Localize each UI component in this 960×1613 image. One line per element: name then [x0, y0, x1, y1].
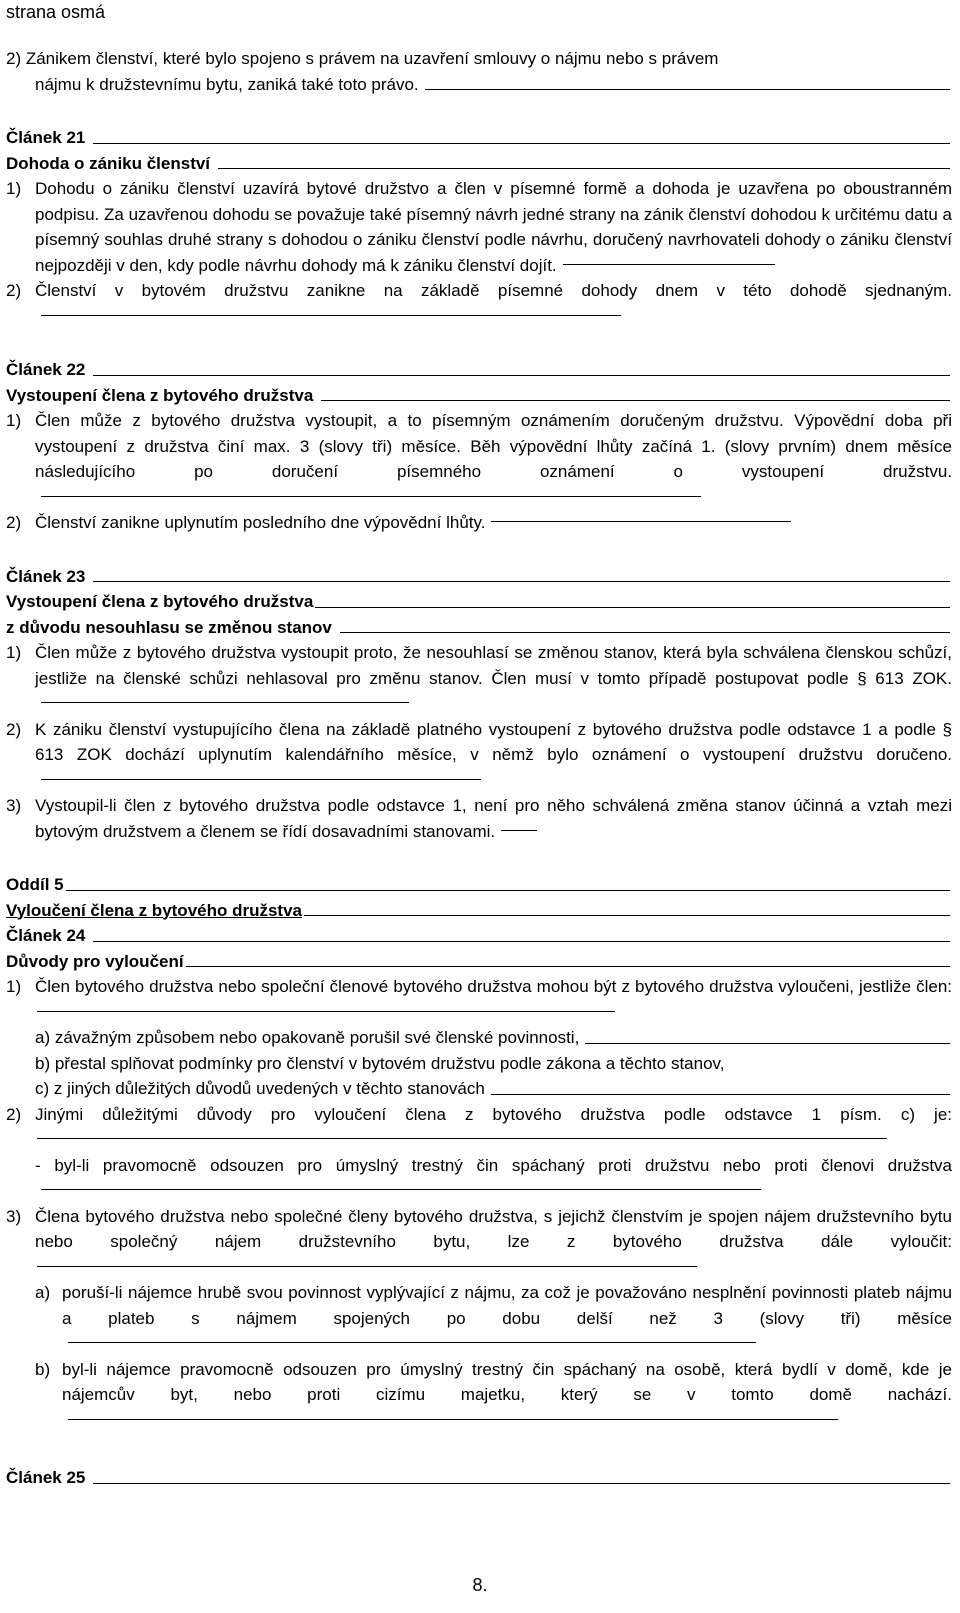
leader-rule	[41, 1189, 761, 1190]
paragraph-text: Členství v bytovém družstvu zanikne na základě písemné dohody dnem v této dohodě sjednaným.	[35, 281, 952, 300]
leader-rule	[315, 607, 950, 608]
leader-rule	[501, 830, 537, 831]
paragraph-number: 3)	[6, 796, 22, 815]
leader-rule	[340, 632, 950, 633]
paragraph-number: 2)	[6, 281, 22, 300]
intro-line-2: nájmu k družstevnímu bytu, zaniká také toto právo.	[35, 74, 419, 94]
paragraph-number: 2)	[6, 1104, 22, 1124]
article-23-title: Článek 23	[6, 566, 86, 586]
leader-rule	[93, 143, 950, 144]
paragraph-text: Člena bytového družstva nebo společné členy bytového družstva, s jejichž členstvím je spojen nájem družstevního bytu nebo společný nájem družstevního bytu, lze z bytového družstva dále vyloučit:	[35, 1206, 952, 1251]
paragraph-number: 1)	[6, 411, 22, 430]
article-23-title-row	[6, 564, 952, 590]
leader-rule	[186, 966, 950, 967]
article-21-subtitle: Dohoda o zániku členství	[6, 153, 211, 173]
list-item-letter: a)	[35, 1283, 51, 1302]
paragraph-text: Člen může z bytového družstva vystoupit, a to písemným oznámením doručeným družstvu. Výpovědní doba při vystoupení z družstva činí max. 3 (slovy tři) měsíce. Běh výpovědní lhůty začíná 1. (slovy prvním) dnem měsíce následujícího po doručení písemného oznámení o vystoupení družstvu.	[35, 411, 952, 481]
list-item-text: byl-li nájemce pravomocně odsouzen pro úmyslný trestný čin spáchaný na osobě, která bydlí v domě, kde je nájemcův byt, nebo proti cizímu majetku, který se v tomto domě nachází.	[62, 1359, 952, 1404]
leader-rule	[37, 1011, 615, 1012]
article-21-title-row	[6, 125, 952, 151]
leader-rule	[218, 168, 950, 169]
article-23-paragraph-1	[6, 640, 952, 717]
article-23-subtitle-2-row	[6, 615, 952, 641]
intro-line-1: 2) Zánikem členství, které bylo spojeno s právem na uzavření smlouvy o nájmu nebo s právem	[6, 49, 719, 68]
paragraph-text: K zániku členství vystupujícího člena na základě platného vystoupení z bytového družstva podle odstavce 1 a podle § 613 ZOK dochází uplynutím kalendářního měsíce, v němž bylo oznámení o vystoupení družstvu doručeno.	[35, 719, 952, 764]
article-24-paragraph-2	[6, 1102, 952, 1153]
article-24-p1-item-c	[6, 1076, 952, 1102]
leader-rule	[425, 89, 950, 90]
article-23-paragraph-3	[6, 793, 952, 844]
list-item-text: c) z jiných důležitých důvodů uvedených v těchto stanovách	[35, 1079, 485, 1098]
page-header: strana osmá	[6, 2, 106, 22]
paragraph-text: Dohodu o zániku členství uzavírá bytové družstvo a člen v písemné formě a dohoda je uzavřena po oboustranném podpisu. Za uzavřenou dohodu se považuje také písemný návrh jedné strany na zánik členství dohodou k určitému datu a písemný souhlas druhé strany s dohodou o zániku členství podle návrhu, doručený navrhovateli dohody o zániku členství nejpozději v den, kdy podle návrhu dohody má k zániku členství dojít.	[35, 179, 952, 275]
paragraph-text: Člen bytového družstva nebo společní členové bytového družstva mohou být z bytového družstva vyloučeni, jestliže člen:	[35, 977, 952, 996]
leader-rule	[41, 779, 481, 780]
leader-rule	[93, 375, 950, 376]
article-21-title: Článek 21	[6, 128, 86, 147]
paragraph-text: Člen může z bytového družstva vystoupit proto, že nesouhlasí se změnou stanov, která byla schválena členskou schůzí, jestliže na členské schůzi nehlasoval pro změnu stanov. Člen musí v tomto případě postupovat podle § 613 ZOK.	[35, 643, 952, 688]
document-page	[6, 0, 952, 1491]
list-item-text: b) přestal splňovat podmínky pro členství v bytovém družstvu podle zákona a těchto stanov,	[35, 1053, 725, 1073]
paragraph-number: 2)	[6, 513, 22, 532]
article-22-title: Článek 22	[6, 360, 86, 379]
article-24-title-row	[6, 923, 952, 949]
section-5-subtitle-row	[6, 898, 952, 924]
paragraph-number: 1)	[6, 643, 22, 662]
leader-rule	[93, 581, 950, 582]
leader-rule	[585, 1043, 950, 1044]
article-23-paragraph-2	[6, 717, 952, 794]
intro-paragraph-2	[6, 46, 952, 97]
article-22-title-row	[6, 357, 952, 383]
article-25-title-row	[6, 1465, 952, 1491]
paragraph-text: Členství zanikne uplynutím posledního dne výpovědní lhůty.	[35, 513, 486, 532]
article-21-subtitle-row	[6, 151, 952, 177]
list-item-text: poruší-li nájemce hrubě svou povinnost vyplývající z nájmu, za což je považováno nesplnění povinnosti plateb nájmu a plateb s nájmem spojených po dobu delší než 3 (slovy tři) měsíce	[62, 1283, 952, 1328]
paragraph-text: Jinými důležitými důvody pro vyloučení člena z bytového družstva podle odstavce 1 písm. c) je:	[35, 1104, 952, 1124]
paragraph-number: 3)	[6, 1206, 22, 1226]
section-5-subtitle: Vyloučení člena z bytového družstva	[6, 900, 303, 920]
article-21-paragraph-1	[6, 176, 952, 278]
leader-rule	[93, 941, 950, 942]
page-number: 8.	[472, 1575, 488, 1595]
section-5-title: Oddíl 5	[6, 875, 64, 894]
article-24-p3-item-b	[6, 1357, 952, 1434]
article-24-title: Článek 24	[6, 926, 86, 945]
article-24-p1-item-b	[6, 1051, 952, 1077]
article-22-subtitle: Vystoupení člena z bytového družstva	[6, 385, 314, 405]
leader-rule	[491, 521, 791, 522]
article-22-paragraph-2	[6, 510, 952, 536]
article-24-paragraph-2-dash	[6, 1153, 952, 1204]
article-24-p1-item-a	[6, 1025, 952, 1051]
article-24-subtitle-row	[6, 949, 952, 975]
list-item-letter: b)	[35, 1359, 51, 1379]
paragraph-number: 1)	[6, 977, 22, 996]
paragraph-number: 1)	[6, 179, 22, 198]
leader-rule	[41, 315, 621, 316]
article-24-paragraph-1	[6, 974, 952, 1025]
article-23-subtitle-1: Vystoupení člena z bytového družstva	[6, 592, 314, 611]
article-24-subtitle: Důvody pro vyloučení	[6, 951, 184, 971]
article-21-paragraph-2	[6, 278, 952, 329]
article-23-subtitle-1-row	[6, 589, 952, 615]
leader-rule	[37, 1138, 887, 1139]
article-24-paragraph-3	[6, 1204, 952, 1281]
intro-line-2-row	[6, 72, 952, 98]
leader-rule	[68, 1419, 838, 1420]
leader-rule	[68, 1342, 756, 1343]
article-22-paragraph-1	[6, 408, 952, 510]
article-22-subtitle-row	[6, 383, 952, 409]
leader-rule	[41, 496, 701, 497]
paragraph-number: 2)	[6, 719, 22, 739]
leader-rule	[491, 1094, 950, 1095]
article-25-title: Článek 25	[6, 1468, 86, 1487]
list-item-text: a) závažným způsobem nebo opakovaně porušil své členské povinnosti,	[35, 1028, 580, 1047]
leader-rule	[93, 1483, 950, 1484]
leader-rule	[321, 400, 950, 401]
paragraph-text: - byl-li pravomocně odsouzen pro úmyslný trestný čin spáchaný proti družstvu nebo proti členovi družstva	[35, 1155, 952, 1175]
article-24-p3-item-a	[6, 1280, 952, 1357]
leader-rule	[41, 702, 409, 703]
leader-rule	[304, 915, 950, 916]
article-23-subtitle-2: z důvodu nesouhlasu se změnou stanov	[6, 617, 332, 637]
leader-rule	[37, 1266, 697, 1267]
leader-rule	[66, 890, 950, 891]
paragraph-text: Vystoupil-li člen z bytového družstva podle odstavce 1, není pro něho schválená změna stanov účinná a vztah mezi bytovým družstvem a členem se řídí dosavadními stanovami.	[35, 796, 952, 841]
leader-rule	[563, 264, 775, 265]
section-5-title-row	[6, 872, 952, 898]
